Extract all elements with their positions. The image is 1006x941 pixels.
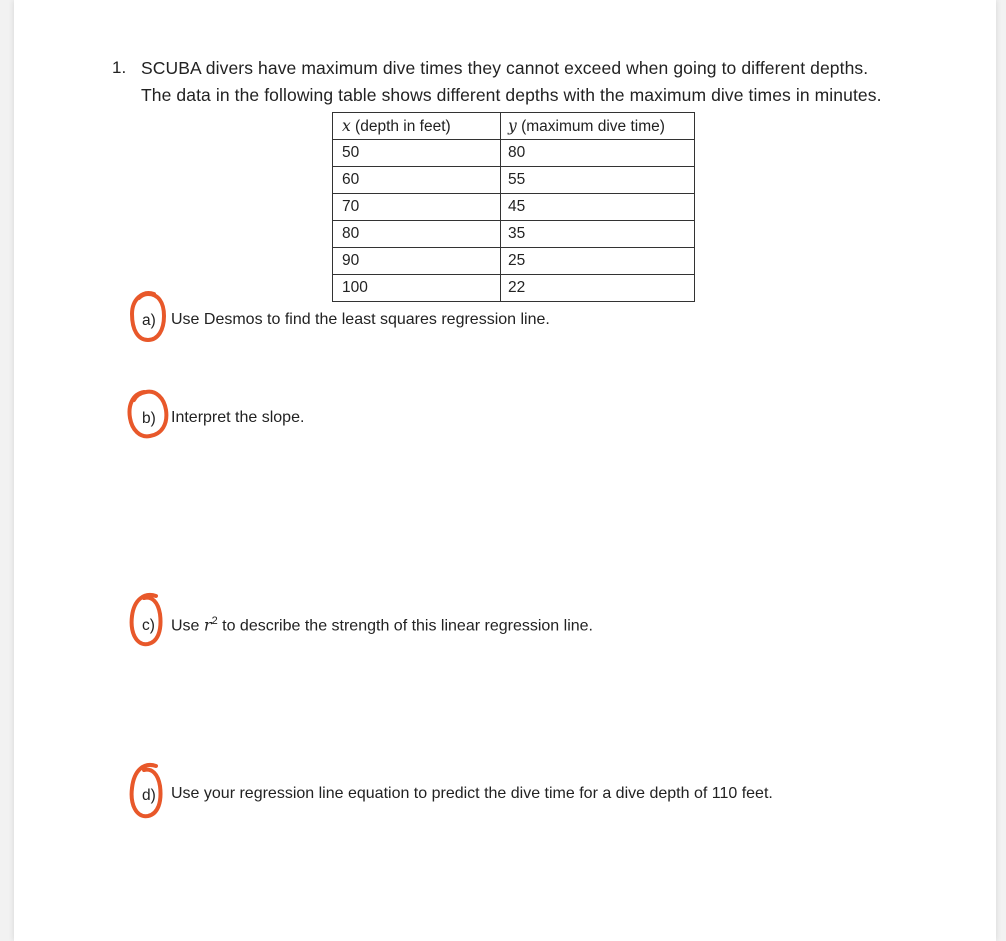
part-b-letter: b) [142, 410, 156, 427]
part-a [14, 292, 996, 342]
cell-dive-time: 22 [501, 275, 695, 302]
table-row [333, 248, 695, 275]
cell-depth: 50 [333, 140, 501, 167]
cell-dive-time: 35 [501, 221, 695, 248]
header-x [333, 113, 501, 140]
part-d-text: Use your regression line equation to predict the dive time for a dive depth of 110 feet. [171, 785, 773, 802]
data-table [332, 112, 695, 302]
cell-depth: 60 [333, 167, 501, 194]
part-c-text-post: to describe the strength of this linear regression line. [217, 617, 593, 635]
part-c [14, 594, 996, 644]
part-b [14, 388, 996, 438]
part-d [14, 762, 996, 812]
part-c-letter: c) [142, 617, 155, 634]
cell-dive-time: 80 [501, 140, 695, 167]
part-b-text: Interpret the slope. [171, 409, 305, 426]
part-c-sup: 2 [211, 615, 218, 627]
header-y-label: (maximum dive time) [516, 117, 665, 135]
question-text-line-1: SCUBA divers have maximum dive times they cannot exceed when going to different depths. [141, 58, 869, 78]
cell-depth: 80 [333, 221, 501, 248]
question-number: 1. [112, 58, 127, 77]
header-x-label: (depth in feet) [350, 117, 451, 135]
header-y [501, 113, 695, 140]
cell-dive-time: 45 [501, 194, 695, 221]
table-row [333, 221, 695, 248]
part-c-var: r [203, 615, 212, 635]
document-page [14, 0, 996, 941]
table-row [333, 140, 695, 167]
cell-depth: 100 [333, 275, 501, 302]
cell-dive-time: 55 [501, 167, 695, 194]
part-c-text [171, 615, 593, 635]
question-text-line-2: The data in the following table shows different depths with the maximum dive times in minutes. [141, 85, 882, 105]
table-header-row [333, 113, 695, 140]
header-x-var: x [342, 116, 351, 135]
header-y-var: y [508, 116, 517, 135]
cell-dive-time: 25 [501, 248, 695, 275]
table-row [333, 167, 695, 194]
part-a-text: Use Desmos to find the least squares regression line. [171, 311, 550, 328]
cell-depth: 70 [333, 194, 501, 221]
part-a-letter: a) [142, 312, 156, 329]
part-c-text-pre: Use [171, 617, 204, 635]
cell-depth: 90 [333, 248, 501, 275]
part-d-letter: d) [142, 787, 156, 804]
table-row [333, 194, 695, 221]
